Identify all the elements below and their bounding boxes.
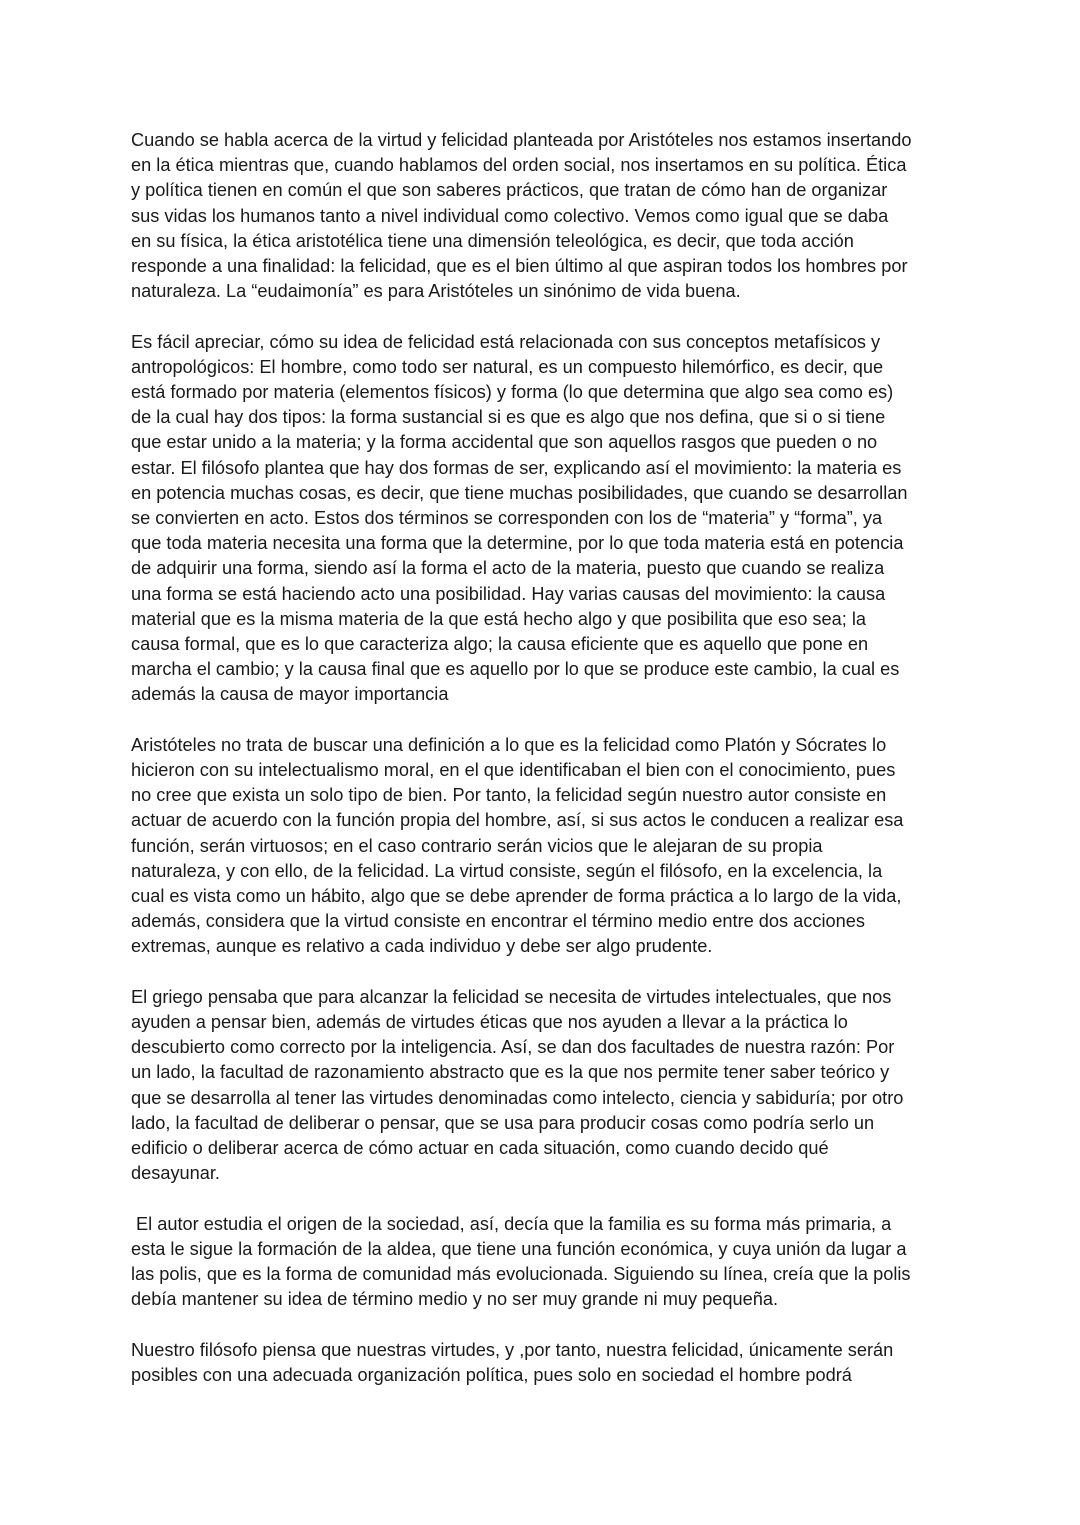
text-line: en la ética mientras que, cuando hablamos del orden social, nos insertamos en su política. Ética	[131, 155, 907, 176]
text-line: causa formal, que es lo que caracteriza algo; la causa eficiente que es aquello que pone en	[131, 634, 869, 655]
paragraph-1	[131, 128, 961, 304]
text-line: se convierten en acto. Estos dos términos se corresponden con los de “materia” y “forma”, ya	[131, 508, 883, 529]
text-line: estar. El filósofo plantea que hay dos formas de ser, explicando así el movimiento: la materia es	[131, 457, 902, 478]
text-line: naturaleza, y con ello, de la felicidad. La virtud consiste, según el filósofo, en la excelencia, la	[131, 860, 883, 881]
document-page	[131, 128, 961, 1413]
text-line: Es fácil apreciar, cómo su idea de felicidad está relacionada con sus conceptos metafísicos y	[131, 331, 881, 352]
paragraph-4	[131, 985, 961, 1187]
text-line: debía mantener su idea de término medio y no ser muy grande ni muy pequeña.	[131, 1289, 779, 1310]
text-line: Aristóteles no trata de buscar una definición a lo que es la felicidad como Platón y Sócrates lo	[131, 734, 887, 755]
text-line: que se desarrolla al tener las virtudes denominadas como intelecto, ciencia y sabiduría; por otro	[131, 1087, 904, 1108]
text-line: marcha el cambio; y la causa final que es aquello por lo que se produce este cambio, la cual es	[131, 659, 900, 680]
text-line: ayuden a pensar bien, además de virtudes éticas que nos ayuden a llevar a la práctica lo	[131, 1012, 848, 1033]
text-line: extremas, aunque es relativo a cada individuo y debe ser algo prudente.	[131, 936, 713, 957]
text-line: posibles con una adecuada organización política, pues solo en sociedad el hombre podrá	[131, 1364, 852, 1385]
text-line: naturaleza. La “eudaimonía” es para Aristóteles un sinónimo de vida buena.	[131, 281, 741, 302]
text-line: responde a una finalidad: la felicidad, que es el bien último al que aspiran todos los hombres por	[131, 256, 908, 277]
text-line: no cree que exista un solo tipo de bien. Por tanto, la felicidad según nuestro autor consiste en	[131, 785, 887, 806]
text-line: que toda materia necesita una forma que la determine, por lo que toda materia está en potencia	[131, 533, 904, 554]
text-line: de la cual hay dos tipos: la forma sustancial si es que es algo que nos defina, que si o si tiene	[131, 407, 886, 428]
text-line: una forma se está haciendo acto una posibilidad. Hay varias causas del movimiento: la causa	[131, 583, 886, 604]
text-line: actuar de acuerdo con la función propia del hombre, así, si sus actos le conducen a realizar esa	[131, 810, 904, 831]
text-line: función, serán virtuosos; en el caso contrario serán vicios que le alejaran de su propia	[131, 835, 823, 856]
text-line: y política tienen en común el que son saberes prácticos, que tratan de cómo han de organizar	[131, 180, 888, 201]
text-line: hicieron con su intelectualismo moral, en el que identificaban el bien con el conocimiento, pues	[131, 760, 896, 781]
text-line: en su física, la ética aristotélica tiene una dimensión teleológica, es decir, que toda acción	[131, 230, 854, 251]
text-line: de adquirir una forma, siendo así la forma el acto de la materia, puesto que cuando se realiza	[131, 558, 885, 579]
text-line: descubierto como correcto por la inteligencia. Así, se dan dos facultades de nuestra razón: Por	[131, 1037, 895, 1058]
text-line: que estar unido a la materia; y la forma accidental que son aquellos rasgos que pueden o no	[131, 432, 878, 453]
text-line: además la causa de mayor importancia	[131, 684, 449, 705]
text-line: además, considera que la virtud consiste en encontrar el término medio entre dos acciones	[131, 911, 865, 932]
text-line: material que es la misma materia de la que está hecho algo y que posibilita que eso sea; la	[131, 608, 867, 629]
text-line: edificio o deliberar acerca de cómo actuar en cada situación, como cuando decido qué	[131, 1138, 829, 1159]
paragraph-5	[131, 1212, 961, 1313]
text-line: desayunar.	[131, 1163, 220, 1184]
text-line: en potencia muchas cosas, es decir, que tiene muchas posibilidades, que cuando se desarrollan	[131, 482, 908, 503]
text-line: las polis, que es la forma de comunidad más evolucionada. Siguiendo su línea, creía que la polis	[131, 1264, 911, 1285]
paragraph-6	[131, 1338, 961, 1388]
text-line: El griego pensaba que para alcanzar la felicidad se necesita de virtudes intelectuales, que nos	[131, 986, 892, 1007]
text-line: esta le sigue la formación de la aldea, que tiene una función económica, y cuya unión da lugar a	[131, 1238, 907, 1259]
text-line: El autor estudia el origen de la sociedad, así, decía que la familia es su forma más primaria, a	[131, 1213, 892, 1234]
text-line: está formado por materia (elementos físicos) y forma (lo que determina que algo sea como es)	[131, 382, 894, 403]
text-line: Nuestro filósofo piensa que nuestras virtudes, y ,por tanto, nuestra felicidad, únicamente serán	[131, 1339, 894, 1360]
paragraph-3	[131, 733, 961, 960]
text-line: sus vidas los humanos tanto a nivel individual como colectivo. Vemos como igual que se daba	[131, 205, 889, 226]
text-line: lado, la facultad de deliberar o pensar, que se usa para producir cosas como podría serlo un	[131, 1112, 875, 1133]
text-line: antropológicos: El hombre, como todo ser natural, es un compuesto hilemórfico, es decir, que	[131, 356, 884, 377]
text-line: un lado, la facultad de razonamiento abstracto que es la que nos permite tener saber teórico y	[131, 1062, 890, 1083]
paragraph-2	[131, 330, 961, 708]
text-line: cual es vista como un hábito, algo que se debe aprender de forma práctica a lo largo de la vida,	[131, 886, 902, 907]
text-line: Cuando se habla acerca de la virtud y felicidad planteada por Aristóteles nos estamos insertando	[131, 130, 912, 150]
